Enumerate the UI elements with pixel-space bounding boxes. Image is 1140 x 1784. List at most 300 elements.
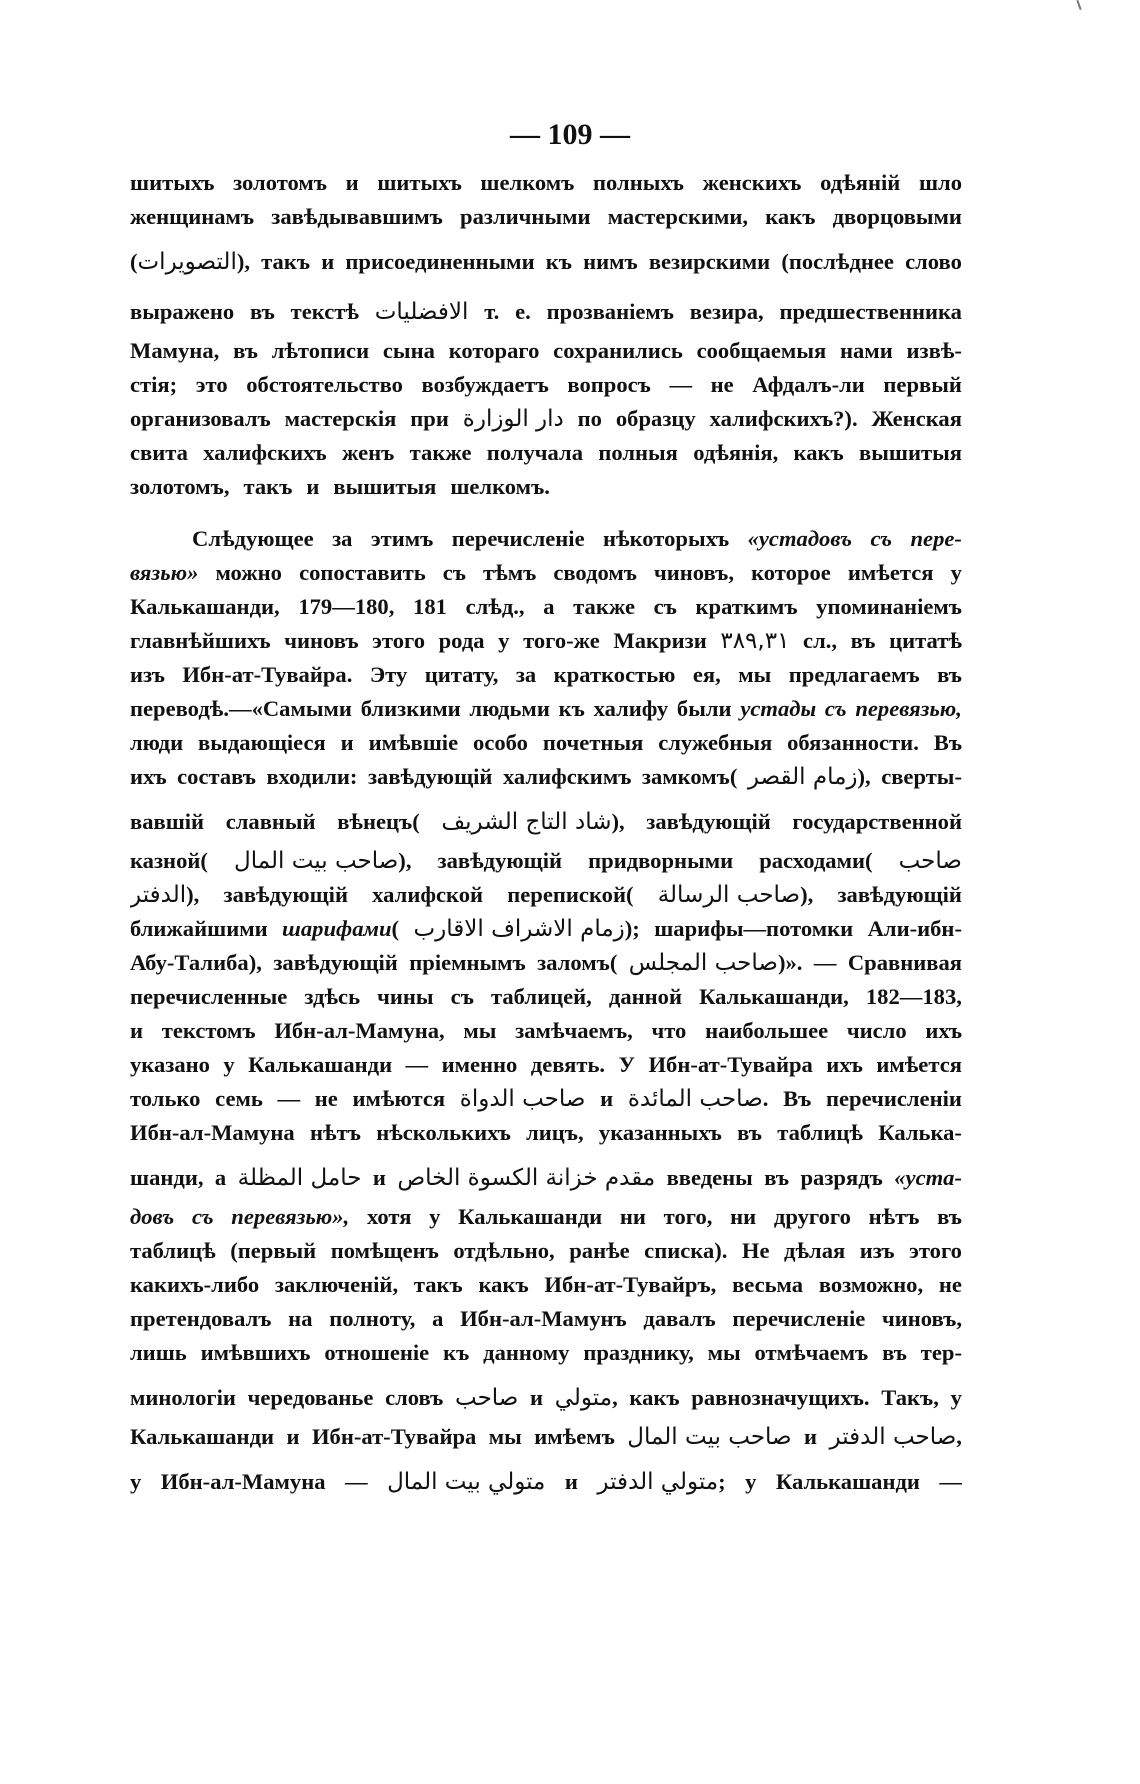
word-text: вопросъ [567,372,651,397]
word-text: Въ [783,1086,812,1111]
word [413,912,639,946]
word [868,912,962,946]
word [730,1200,756,1234]
word [130,166,214,200]
word-text: одѣяній [820,170,901,195]
word [130,334,219,368]
word [816,590,962,624]
text-line [130,234,962,284]
text-line [130,1336,962,1370]
word [720,624,789,658]
word [765,200,815,234]
word-text: различными [460,204,591,229]
word [503,760,631,794]
word [273,946,398,980]
word [654,590,677,624]
word-text: чины [377,984,434,1009]
word [223,878,348,912]
word-text: 182—183, [865,984,962,1009]
text-line [130,590,962,624]
arabic-term: صاحب الرسالة [657,882,801,908]
word [341,726,354,760]
text-line [130,980,962,1014]
word [463,402,564,436]
word-text: указанныхъ [598,1120,722,1145]
word-text: при [410,406,449,431]
word-text: мы [463,1018,497,1043]
italic-word: съ [191,1204,214,1229]
text-line [130,368,962,402]
word [866,980,962,1014]
word [130,1048,210,1082]
word-text: какъ [629,1385,680,1410]
word-text: и [306,474,320,499]
word-text: заломъ [537,950,610,975]
word-text: — [669,372,693,397]
word [201,1336,311,1370]
word [881,1370,939,1420]
italic-word: съ [870,526,893,551]
text-line [130,556,962,590]
word [646,794,771,844]
word [310,1116,361,1150]
word [629,1370,679,1420]
word-text: ); [624,916,640,941]
word-text: въ [764,1165,790,1190]
word-text: придворными [588,848,734,873]
word [342,436,394,470]
word [215,1150,226,1200]
word-text: нимъ [583,249,638,274]
word [742,1234,770,1268]
word-text: (послѣднее [781,249,894,274]
arabic-term: متولي بيت المال [387,1469,546,1495]
word-text: упоминаніемъ [816,594,962,619]
word [826,1048,863,1082]
word [759,844,872,878]
word-text: хотя [366,1204,412,1229]
word [329,1302,415,1336]
word-text: имѣемъ [534,1424,615,1449]
word-text: а [543,594,555,619]
word-text: сохранились [553,338,683,363]
word-text: разрядъ [800,1165,883,1190]
word-text: главнѣйшихъ [130,628,271,653]
word-text: завѣдующій [646,809,771,834]
word-text: сына [382,338,435,363]
word-text: съ [442,560,466,585]
word-text: ( [412,809,420,834]
word-text: возможно, [818,1272,924,1297]
word [460,1082,586,1116]
word [620,1200,646,1234]
word [803,624,837,658]
word [463,1014,496,1048]
word-text: у [950,560,962,585]
paragraph [130,522,962,1504]
text-line [130,760,962,794]
word-text: семь [215,1086,263,1111]
arabic-term: صاحب بيت المال [233,848,399,874]
word [244,470,293,504]
word-text: не [938,1272,962,1297]
word-text: того, [663,1204,713,1229]
text-line [130,1454,962,1504]
word [130,1150,204,1200]
word-text: перечисленіи [826,1086,962,1111]
word [441,794,624,844]
word-text: перечисленіе [732,1306,866,1331]
word-text: краткимъ [695,594,798,619]
word [593,166,684,200]
word-text: были [676,696,732,721]
word [534,1420,615,1454]
word [130,1082,200,1116]
word-text: ), [398,848,412,873]
word-text: 181 [413,594,447,619]
word-text: только [130,1086,201,1111]
word-text: и [530,1385,544,1410]
word-text: завѣдующій [223,882,348,907]
italic-word: перевязью», [231,1204,350,1229]
word-text: а [214,1165,227,1190]
word [658,726,772,760]
word-text: халифскихъ?). [709,406,858,431]
text-line [130,1234,962,1268]
word [837,878,962,912]
word [907,334,962,368]
word [226,794,316,844]
word [480,166,574,200]
word-text: Сравнивая [847,950,962,975]
word [882,1336,907,1370]
word-text: ( [609,950,618,975]
text-line [130,1116,962,1150]
word [192,522,314,556]
word-text: на [288,1306,313,1331]
word-text: Ибн-ат-Тувайра. [182,662,353,687]
word [452,522,585,556]
word [203,436,327,470]
word-text: именно [441,1052,518,1077]
word-text: въ [233,338,258,363]
text-line [130,726,962,760]
word [372,878,483,912]
word-text: т. [484,299,500,324]
word [449,334,540,368]
word [130,200,254,234]
word [599,1116,722,1150]
word-text: не [314,1086,338,1111]
word [547,284,674,334]
word [554,658,676,692]
word-text: выражено [130,299,235,324]
arabic-term: صاحب [898,848,962,874]
word [847,1014,907,1048]
word [331,1234,439,1268]
text-line [130,1014,962,1048]
word-text: ихъ [925,1018,962,1043]
word [130,878,199,912]
word-text: сл., [803,628,838,653]
word [130,1420,274,1454]
word-text: Ибн-ал-Мамуна [130,1120,295,1145]
word-text: къ [558,696,585,721]
word-text: первый [883,372,962,397]
word-text: и [340,730,354,755]
word [422,368,549,402]
word [755,1336,869,1370]
word [371,522,433,556]
word [690,284,764,334]
word [450,470,550,504]
arabic-term: متولي [554,1385,613,1411]
word [693,658,721,692]
word-text: и [600,1086,614,1111]
word-text: шло [918,170,962,195]
text-line [130,692,962,726]
word [469,692,549,726]
italic-word: пере- [910,526,962,551]
word-text: этого [909,1238,962,1263]
word [130,234,250,284]
word-text: ( [200,848,208,873]
word [573,590,635,624]
arabic-term: الافضليات [374,299,469,325]
word [691,1370,869,1420]
word-text: шитыхъ [377,170,462,195]
word [478,1268,528,1302]
text-line [130,1082,962,1116]
word [130,1200,174,1234]
word-text: мастерскими, [607,204,749,229]
word [215,556,282,590]
word [919,166,962,200]
word [588,844,733,878]
word-text: — [277,1086,301,1111]
word [460,200,590,234]
word-text: отношеніе [324,1340,430,1365]
word [233,166,327,200]
word-text: у [498,628,510,653]
arabic-term: دار الوزارة [462,406,564,432]
word-text: , [612,1385,618,1410]
word-text: перечисленіе [451,526,585,551]
word [455,1370,518,1420]
word [130,794,204,844]
word [266,760,357,794]
word [483,1336,569,1370]
word-text: Калькашанди [130,1424,275,1449]
word [515,284,531,334]
italic-word: перевязью, [855,696,962,721]
word [130,284,234,334]
word-text: — [939,1469,962,1494]
word [732,1268,803,1302]
word [130,1014,143,1048]
word-text: халифу [593,696,669,721]
word-text: имѣется [847,560,934,585]
word [732,1302,865,1336]
word [764,1150,789,1200]
word-text: мы [738,662,772,687]
word-text: въ [850,628,876,653]
word [466,590,525,624]
word-text: у [223,1052,235,1077]
word-text: и [564,1469,578,1494]
word [385,1370,443,1420]
word [231,1200,349,1234]
word-text: рода [438,628,485,653]
word [598,436,678,470]
word [783,1082,811,1116]
word-text: государственной [792,809,962,834]
word-text: и [345,170,359,195]
word-text: Абу-Талиба), [130,950,262,975]
word [774,1200,851,1234]
italic-word: довъ [130,1204,175,1229]
word [304,980,360,1014]
word-text: чиновъ [284,628,359,653]
word [642,760,737,794]
word-text: списка). [644,1238,728,1263]
word-text: обязанности. [787,730,919,755]
word [654,556,734,590]
word [230,1234,316,1268]
word [439,624,485,658]
word-text: ), [186,882,200,907]
text-line [130,166,962,200]
word-text: Такъ, [881,1385,939,1410]
word [487,436,583,470]
word-text: данной [608,984,682,1009]
word [130,1336,187,1370]
word [406,1048,429,1082]
word [669,368,692,402]
arabic-term: ٣٨٩,٣١ [720,628,790,654]
word [840,334,893,368]
word [609,980,682,1014]
word-text: близкими [360,696,461,721]
word [282,912,399,946]
word [696,590,798,624]
word-text: одѣянія, [693,440,779,465]
word [833,200,962,234]
word [889,624,962,658]
word [934,726,962,760]
word [278,1082,301,1116]
word-text: извѣ- [906,338,962,363]
word-text: давалъ [643,1306,716,1331]
word-text: также [573,594,635,619]
word-text: составъ [177,764,256,789]
word [130,1234,216,1268]
word [288,1302,312,1336]
word [284,624,358,658]
word [367,1200,411,1234]
word [882,1302,962,1336]
word [324,1336,429,1370]
word [779,284,962,334]
word-text: съ [653,594,677,619]
word [410,436,472,470]
word [608,200,748,234]
word [859,436,962,470]
word [699,980,849,1014]
word-text: Ибн-ат-Тувайра [311,1424,477,1449]
word-text: Афдалъ-ли [752,372,865,397]
word [130,1116,295,1150]
word [130,658,165,692]
word-text: девять. [530,1052,606,1077]
word [409,946,526,980]
word [361,692,461,726]
word-text: Въ [933,730,962,755]
word [198,726,326,760]
word [130,436,188,470]
word-text: имѣвшіе [368,730,459,755]
word [192,1200,214,1234]
word [332,522,352,556]
arabic-term: مقدم خزانة الكسوة الخاص [397,1165,656,1191]
word [410,402,449,436]
word [910,522,961,556]
word-text: перечисленные [130,984,288,1009]
word [693,436,778,470]
word [848,946,962,980]
word-text: таблицей, [490,984,592,1009]
word-text: нѣкоторыхъ [603,526,730,551]
word [484,284,499,334]
word-text: таблицѣ [777,1120,863,1145]
word-text: , [956,1424,962,1449]
arabic-term: صاحب الدواة [459,1086,586,1112]
word-text: Калькашанди, [130,594,280,619]
word-text: ), [800,882,814,907]
word [130,590,280,624]
word-text: ), [611,809,625,834]
text-line [130,912,962,946]
word-text: Ибн-ат-Тувайръ, [544,1272,717,1297]
word [628,1082,769,1116]
word [369,726,459,760]
word-text: казной [130,848,201,873]
word-text: прозваніемъ [546,299,674,324]
word [315,1082,338,1116]
word-text: къ [545,249,572,274]
arabic-term: شاد التاج الشريف [441,809,612,835]
word-text: въ [737,1120,762,1145]
word [894,1150,962,1200]
word [130,1268,259,1302]
word [745,1454,756,1504]
word [312,1420,476,1454]
word-text: вышитыя [333,474,437,499]
word [177,760,256,794]
word-text: лѣтописи [271,338,370,363]
word-text: завѣдующій [837,882,962,907]
word [800,1150,882,1200]
word [613,624,706,658]
text-line [130,658,962,692]
word [130,1454,141,1504]
word [286,1420,299,1454]
word [516,658,536,692]
word [248,1048,392,1082]
word-text: женъ [342,440,395,465]
word [871,402,961,436]
word [453,1234,554,1268]
